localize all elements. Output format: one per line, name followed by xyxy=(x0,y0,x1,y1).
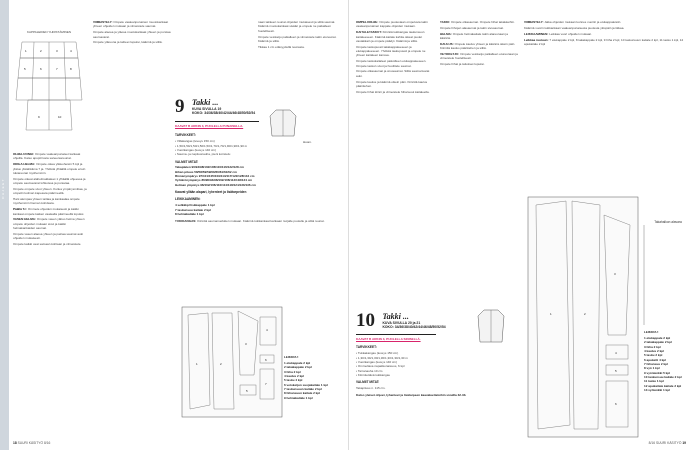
right-col-3-paragraph xyxy=(524,20,686,24)
right-col-2-text: Ompele helmakaitale takin alareunaan ja käännä. xyxy=(440,31,508,41)
svg-text:4: 4 xyxy=(70,49,72,53)
part-item: 1 etukappale 2 kpl xyxy=(284,360,311,365)
svg-text:4: 4 xyxy=(266,328,268,332)
right-page xyxy=(348,0,696,450)
pattern-10-footnote: Katso yleiset ohjeet, lyhenteet ja lisätarpeen kaavaluetteloihin sivuilla 32-33. xyxy=(356,393,467,398)
left-col-2-paragraph xyxy=(93,20,171,29)
right-col-2-lead: HELMA: xyxy=(440,31,453,36)
left-col-2-lead: VIIMEISTELY: xyxy=(93,20,114,24)
right-col-1-paragraph xyxy=(356,30,434,43)
pattern-9-rule xyxy=(175,121,259,122)
right-col-3-paragraph xyxy=(524,38,686,47)
pattern-10-pieces-head: LEIKKUU: xyxy=(644,330,659,334)
piece-item: 7 hihansuu 2 kpl xyxy=(644,361,668,366)
measure-item: Rinnanympärys 97/101/105/109/113/117/122/128/134 cm xyxy=(175,174,255,179)
diagram-title: KAPPALEIDEN YHDISTÄMINEN xyxy=(26,30,72,34)
pattern-9-subtitle: KUVA SIVULLA 19 xyxy=(191,107,222,111)
right-col-2-paragraph xyxy=(440,52,518,61)
right-col-1-paragraph xyxy=(356,80,434,89)
svg-text:9: 9 xyxy=(38,115,40,119)
pattern-10-supplies-head: TARVIKKEET: xyxy=(356,345,377,350)
supply-item: • Tarranauha 10 cm xyxy=(356,368,383,373)
right-col-1-text: Ompele taskukaitaleet paikoilleen etukappaleeseen. Ompele taskun sivut ja huolittele saumat. xyxy=(356,59,427,68)
pattern-9-supplies xyxy=(175,139,340,156)
left-col-2-text: Ompele vaaleanpunainen muotokankaat yhteen ohjeiden mukaan ja viimeistele saumat. xyxy=(93,20,169,29)
left-col-1-lead: Päällä 7c: xyxy=(13,207,28,212)
svg-text:5: 5 xyxy=(24,67,26,71)
pattern-9-sheet-note: KAAVAT B ARKIN 3, PUOLELLA PUNAISELLA. xyxy=(175,124,244,128)
pattern-10-measures-head: VALMIIT MITAT: xyxy=(356,380,380,385)
pattern-10-rule xyxy=(356,334,436,335)
left-col-4-text: Tikkaa 1 cm etäisyydellä reunasta. xyxy=(258,44,305,49)
right-footer-text: 8/16 SUURI KÄSITYÖ xyxy=(648,441,682,445)
right-col-1-text: Ompele puolestaan ompelusta takin vaaleanpunainen kappale ohjeiden mukaan. xyxy=(356,20,428,29)
right-col-2-lead: KAULUS: xyxy=(440,41,455,46)
left-col-1-text: Ompele vaaleanpunaiset kankaat ohjeilla. Katso apupiirrosta saneerasreunat. xyxy=(13,152,81,161)
right-col-1-paragraph xyxy=(356,20,434,29)
piece-item: 4 kaulus 2 kpl xyxy=(644,348,664,353)
left-col-1-paragraph xyxy=(13,162,88,175)
supply-item: • Vuorikangas (leveys 140 cm) xyxy=(356,359,398,364)
right-col-3-text: Käännä vuorin tukikankaan vaaleanpunaisesta puolesta ylöspäin ja tikkaa. xyxy=(524,25,625,30)
left-col-2 xyxy=(93,20,171,115)
svg-text:3: 3 xyxy=(614,272,616,276)
svg-text:2: 2 xyxy=(220,362,222,366)
right-col-1-text: Ompele hihat kiinni ja viimeistele hihansuut kaitaleella. xyxy=(356,89,430,94)
left-col-1-text: Ompele vasen alaosa yhteen ja painaa saumat auki ohjeiden mukaisesti. xyxy=(13,232,83,241)
measure-item: Takaplaten 90/94/98/102/106/110/116/122/128 cm xyxy=(175,165,244,170)
right-col-1-text: Ompele kaulus ja käännä oikein päin. Kiinnitä kaulus pääntiehen. xyxy=(356,79,428,88)
piece-item: 5 tasku 2 kpl xyxy=(644,353,663,358)
piece-item: 9 vyönlenkki 5 kpl xyxy=(644,370,671,375)
right-col-1-lead: KAITALETASKUT: xyxy=(356,30,383,35)
pattern-9-parts xyxy=(284,355,344,415)
svg-text:10: 10 xyxy=(58,115,62,119)
piece-item: 8 vyö 1 kpl xyxy=(644,366,660,371)
right-col-2-lead: VETOKETJU: xyxy=(440,52,461,57)
left-col-1-text: Hani alempaa yhteen taittaa ja kankaalaa ompele myöhemmin hieman kohdasta. xyxy=(13,197,80,206)
right-col-2-text: Ompele hihat ja taitokset lopuksi. xyxy=(440,62,485,67)
assembly-diagram xyxy=(14,30,84,140)
right-col-2-paragraph xyxy=(440,20,518,24)
right-page-number: 19 xyxy=(682,441,686,445)
left-col-4-paragraph xyxy=(258,45,340,49)
pattern-9-cutting xyxy=(175,203,340,216)
cutting-item: 4 selkäkpl lisäkappale 1 kpl xyxy=(175,203,215,208)
left-col-4-paragraph xyxy=(258,20,340,33)
right-col-1-lead: OMPELUOHJE: xyxy=(356,20,380,24)
supply-item: • Sauma- ja napitusnauha, pieni koristelu xyxy=(175,152,231,157)
left-col-2-paragraph xyxy=(93,40,171,44)
right-col-3-lead: LEIKKAAMINEN: xyxy=(524,31,550,36)
left-col-1-paragraph xyxy=(13,187,88,196)
right-col-2-lead: TAKKI: xyxy=(440,20,451,24)
right-col-2 xyxy=(440,20,518,305)
left-footer xyxy=(13,441,50,445)
right-col-1-text: Ompele taskupussit takakappaleeseen ja etukappaleeseen. Yhdistä taskupussit ja ompele ne yhteen kaitaleen kanssa. xyxy=(356,44,426,58)
supply-item: • 1,30/1,30/1,30/1,30/1,30/1,30/1,30 m xyxy=(356,355,408,360)
diagram-svg xyxy=(14,38,84,138)
right-col-3-text: 7 etukappale 2 kpl, 8 takakappale 2 kpl, 9 hiha 2 kpl, 10 taskunsuun kaitale 2 kpl, 11 tasku 1 kpl, 12 apukaitale 2 kpl xyxy=(524,37,684,46)
svg-text:2: 2 xyxy=(584,312,586,316)
svg-text:5: 5 xyxy=(246,389,248,393)
piece-item: 2 takakappale 2 kpl xyxy=(644,340,672,345)
left-col-1-text: Ompele vasen ylätuo helma yhteen ompele ohjeiden mukaan sivut ja kaikki helmakankaiden saumat. xyxy=(13,217,85,231)
right-col-3-paragraph xyxy=(524,32,686,36)
svg-text:6: 6 xyxy=(615,402,617,406)
pattern-10-sheet-note: KAAVAT B ARKIN 3, PUOLELLA SINISELLÄ. xyxy=(356,337,421,341)
left-col-1-paragraph xyxy=(13,242,88,246)
pattern-9-kaavat-head: Kaavat yllään alapari, lyhenteet ja lisätarpeiden xyxy=(175,190,247,195)
left-page-number: 18 xyxy=(13,441,17,445)
pattern-9-cutting-head: LEIKKAAMINEN: xyxy=(175,197,201,202)
pattern-10-measures: Takapituus n. 115 cm. xyxy=(356,386,386,391)
left-col-1-text: Ommele ohjeiden mukaisesti ja kaikki kankaat ompele kaiken vaalealla päärmeellä lopuksi. xyxy=(13,207,85,216)
left-col-1-paragraph xyxy=(13,197,88,206)
right-col-2-text: Ompele olkasaumat. Ompele hihat takakkeihin. xyxy=(450,20,515,24)
piece-item: 12 apukaitale kaitale 2 kpl xyxy=(644,383,682,388)
left-col-1-text: Ompele ompele sivut yhteen. Kuitua ympärysmittaa, ja ompelin kulman kapeasta päärmeellä. xyxy=(13,186,87,196)
pattern-10-size: KOKO: 34/36/38/40/42/44/46/48/50/52/54 xyxy=(382,325,446,330)
left-col-1-paragraph xyxy=(13,177,88,186)
pattern-9-body xyxy=(175,124,340,299)
pattern-9-supplies-head: TARVIKKEET: xyxy=(175,133,196,138)
left-col-1 xyxy=(13,152,88,412)
part-item: 5 tasku 4 kpl xyxy=(284,378,303,383)
svg-text:3: 3 xyxy=(56,49,58,53)
right-col-2-paragraph xyxy=(440,32,518,41)
right-col-2-text: Ompele vetoketju paikalleen etureunaan ja viimeistele huolellisesti. xyxy=(440,52,518,61)
cutting-item: 7 taskunsuu kaitale 2 kpl xyxy=(175,207,211,212)
svg-text:5: 5 xyxy=(615,369,617,373)
fold-label: Takahalkon alavara xyxy=(654,220,682,224)
left-col-1-paragraph xyxy=(13,207,88,216)
part-item: 6 vetoketjun suojakaitale 1 kpl xyxy=(284,382,328,387)
svg-text:3: 3 xyxy=(245,342,247,346)
left-col-2-paragraph xyxy=(93,30,171,39)
right-col-2-paragraph xyxy=(440,26,518,30)
svg-text:2: 2 xyxy=(40,49,42,53)
pattern-9-interfacing-head: TUKIKANGAS: xyxy=(175,219,197,224)
right-col-3-paragraph xyxy=(524,26,686,30)
pattern-9-number: 9 xyxy=(175,96,185,117)
right-col-3-text: Jatka ohjeiden mukaan kunnes vuoriin ja etukappaleisiin. xyxy=(544,20,622,24)
right-col-3-lead: VIIMEISTELY: xyxy=(524,20,545,24)
pattern-10-supplies xyxy=(356,351,518,377)
part-item: 7 taskunsuun kaitale 2 kpl xyxy=(284,386,322,391)
svg-text:1: 1 xyxy=(196,362,198,366)
pattern-10-title: Takki ... xyxy=(382,312,409,321)
part-item: 4 kaulus 2 kpl xyxy=(284,373,304,378)
left-col-4-text: Ompele vetoketju paikalleen ja viimeistele takin etureunat. Käännä ja silitä. xyxy=(258,34,337,43)
piece-item: 1 etukappale 2 kpl xyxy=(644,335,671,340)
measure-item: Helman ympärys 98/102/106/110/114/118/124/130/136 cm xyxy=(175,182,256,187)
pattern-9-title: Takki ... xyxy=(191,98,219,107)
left-col-1-lead: OHJELUONGI: xyxy=(13,152,36,156)
left-col-1-lead: OIKEA HELMA: xyxy=(13,162,37,167)
pattern-9-size: KOKO: 34/36/38/40/42/44/46/48/50/52/54 xyxy=(191,111,256,116)
piece-item: 6 apuketti 4 kpl xyxy=(644,357,667,362)
pattern-9-measures-head: VALMIIT MITAT: xyxy=(175,159,199,164)
left-col-4-text: naan takkeen reunat ohjeiden mukaisesti ja silitä saumat. Käännä muotokankaat sisään ja ompele ne paikalleen huolellisesti. xyxy=(258,20,336,33)
pattern-9-badge xyxy=(175,98,255,116)
part-item: 8 hihansuun kaitale 2 kpl xyxy=(284,391,321,396)
svg-text:1: 1 xyxy=(550,312,552,316)
left-col-1-paragraph xyxy=(13,152,88,161)
svg-text:4: 4 xyxy=(615,351,617,355)
left-col-2-text: Ompele yläreuna ja taitteet lopuksi, käännä ja silitä. xyxy=(93,40,163,45)
right-col-2-paragraph xyxy=(440,42,518,51)
supply-item: • Vuorikangas (leveys 140 cm) xyxy=(175,147,217,152)
right-col-2-text: Ompele hihojen alasaumat ja takin sivusaumat. xyxy=(440,25,504,30)
svg-text:7: 7 xyxy=(56,67,58,71)
svg-text:1: 1 xyxy=(25,49,27,53)
pattern-9-measures xyxy=(175,165,340,187)
svg-text:6: 6 xyxy=(265,358,267,362)
right-col-3-text: Leikkaa vuori ohjeiden mukaan. xyxy=(549,31,593,36)
left-col-1-paragraph xyxy=(13,217,88,230)
left-col-2-text: Ompele alaosa ja yläosa muotokankaat yhteen ja purstaa saumavarat. xyxy=(93,30,171,39)
svg-text:8: 8 xyxy=(70,67,72,71)
left-col-1-text: Ompele oikea ylätuoheisin 5 kpl ja ylätuo ylätahkäma 7 ja. Yhdistä ylhäällä ompele ensin tukiareunat myöhemmin. xyxy=(13,162,86,175)
supply-item: • Ommeltava napakkonaisuus, 6 kpl xyxy=(356,364,405,369)
measure-item: Hihan pituus 58/58/59/59/60/60/61/61/62 cm xyxy=(175,169,237,174)
right-col-1-paragraph xyxy=(356,90,434,94)
right-col-1-paragraph xyxy=(356,59,434,68)
part-item: 2 takakappale 2 kpl xyxy=(284,365,312,370)
pattern-9-parts-head: LEIKKUU: xyxy=(284,355,299,359)
pattern-10-badge xyxy=(356,312,446,330)
left-footer-text: SUURI KÄSITYÖ 8/16 xyxy=(17,441,51,445)
pattern-9-hint: Huom. xyxy=(303,140,312,144)
part-item: 3 hiha 2 kpl xyxy=(284,369,301,374)
section-sidebar xyxy=(0,0,9,450)
pattern-9-interfacing: Kiinnitä saumamerkkien mukaan. Käännä tukikankaat kankaan nurjalle puolelle ja silitä reunat. xyxy=(197,219,325,224)
pattern-10-body xyxy=(356,337,518,437)
sidebar-label: OHJEET xyxy=(1,178,5,199)
pattern-10-pieces xyxy=(644,330,692,430)
piece-item: 10 taskunsuu kaitale 2 kpl xyxy=(644,374,682,379)
right-col-1-text: Ompele olkasaumat ja sivusaumat. Silitä saumanvarat auki. xyxy=(356,69,430,78)
right-col-1-text: Kiinnitä tukikangas taskunsuun kaitaleeseen. Käännä kaitale kahtia oikeat puolet vastakkain ja ompele päädyt. Käännä ja silitä. xyxy=(356,30,425,43)
piece-item: 3 hiha 2 kpl xyxy=(644,344,661,349)
supply-item: • Villakangas (leveys 150 cm) xyxy=(175,139,215,144)
left-col-1-paragraph xyxy=(13,232,88,241)
right-col-1-paragraph xyxy=(356,45,434,58)
left-col-4-paragraph xyxy=(258,35,340,44)
supply-item: • Kiinnitettävä tukikangas xyxy=(356,372,390,377)
left-col-1-lead: VASEN HELMA: xyxy=(13,217,37,222)
measure-item: Vyötärönympärys 86/90/94/98/102/106/112/118/124 cm xyxy=(175,178,253,183)
piece-item: 11 tasku 1 kpl xyxy=(644,379,664,384)
right-col-3 xyxy=(524,20,686,190)
supply-item: • Tukkakangas (leveys 150 cm) xyxy=(356,351,399,356)
right-col-1-paragraph xyxy=(356,69,434,78)
left-col-4 xyxy=(258,20,340,100)
right-col-1 xyxy=(356,20,434,305)
left-col-1-text: Ompele kaikki osat samaan kohtaan ja viimeistele. xyxy=(13,242,82,247)
right-col-2-paragraph xyxy=(440,62,518,66)
svg-text:7: 7 xyxy=(265,382,267,386)
pattern-10-subtitle: KUVA SIVULLA 20 ja 21 xyxy=(382,321,421,325)
piece-item: 13 vyölenkki 1 kpl xyxy=(644,387,670,392)
supply-item: • 1,50/1,50/1,50/1,50/1,50/1,70/1,70/1,90/1,90/1,90 m xyxy=(175,143,248,148)
right-col-2-text: Ompele kaulus yhteen ja käännä oikein päin. Kiinnitä kaulus pääntiehen ja silitä. xyxy=(440,41,516,51)
svg-text:6: 6 xyxy=(40,67,42,71)
part-item: 9 helmakaitale 1 kpl xyxy=(284,395,313,400)
left-col-1-text: Ompele oikeat alahelmakkaleet 1 ylhäällä ohjeessa ja ompele saumavarat lohkoissa ja purastaa. xyxy=(13,176,86,186)
right-col-3-lead: Leikkaa ruutuun: xyxy=(524,37,550,42)
cutting-item: 8 helmakaitale 1 kpl xyxy=(175,212,204,216)
right-footer xyxy=(649,441,686,445)
pattern-10-number: 10 xyxy=(356,310,375,331)
